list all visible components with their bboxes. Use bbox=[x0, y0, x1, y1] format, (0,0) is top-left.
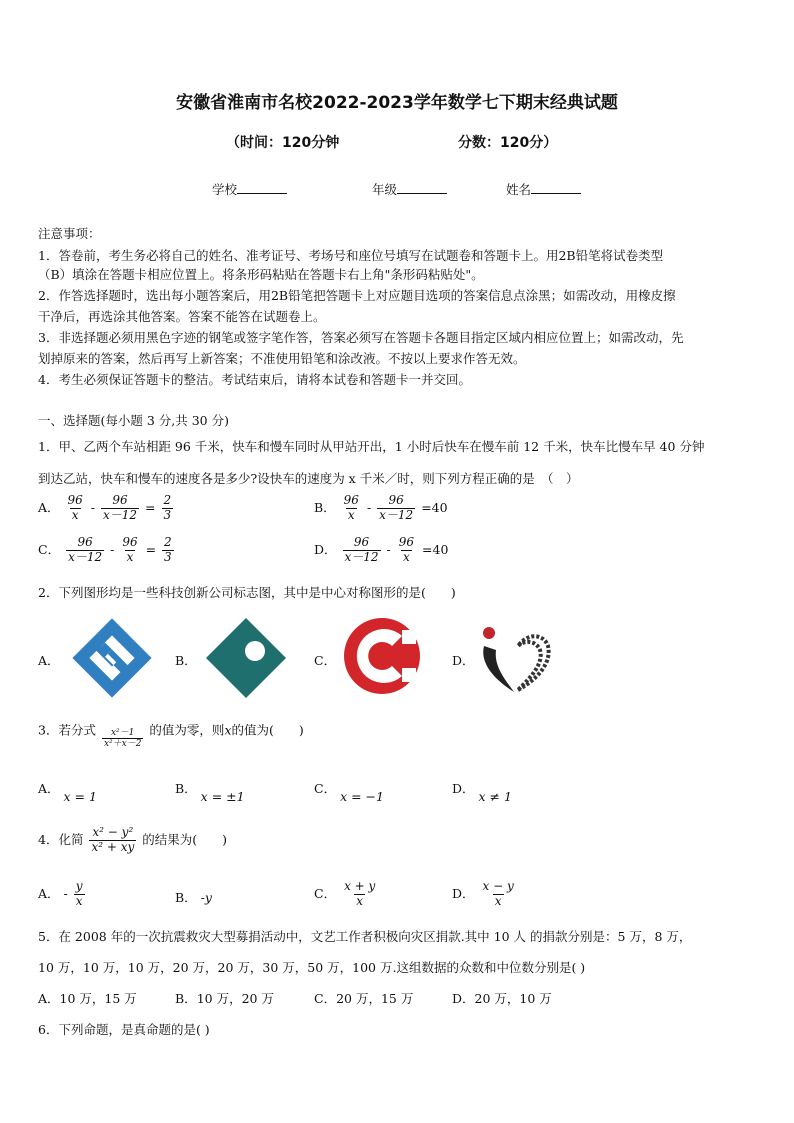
frac-den: x－12 bbox=[379, 507, 414, 522]
notice-line: 3．非选择题必须用黑色字迹的钢笔或签字笔作答，答案必须写在答题卡各题目指定区域内相应位置上；如需改动，先 bbox=[38, 330, 684, 345]
frac-den: x² + xy bbox=[91, 839, 135, 854]
q1-text-line2: 到达乙站，快车和慢车的速度各是多少?设快车的速度为 x 千米／时，则下列方程正确的是 （ ） bbox=[38, 471, 579, 486]
logo-d-left-stroke bbox=[483, 646, 514, 692]
equation-rest: =40 bbox=[422, 541, 449, 557]
q3-option-d[interactable] bbox=[452, 781, 512, 804]
logo-d-head bbox=[483, 627, 495, 639]
frac-den: 3 bbox=[163, 507, 172, 522]
frac-den: x－12 bbox=[68, 549, 103, 564]
frac-den: x bbox=[356, 893, 364, 908]
school-label: 学校 bbox=[212, 182, 238, 197]
option-label: C． bbox=[314, 885, 337, 901]
logo-d-image[interactable] bbox=[478, 622, 554, 696]
q1-text-line1: 1．甲、乙两个车站相距 96 千米，快车和慢车同时从甲站开出，1 小时后快车在慢车前 12 千米，快车比慢车早 40 分钟 bbox=[38, 439, 705, 454]
frac-num: 96 bbox=[398, 535, 415, 549]
q5-option-d[interactable] bbox=[452, 989, 552, 1007]
logo-b-diamond bbox=[206, 618, 286, 698]
q5-option-a[interactable] bbox=[38, 989, 137, 1007]
notice-line: 4．考生必须保证答题卡的整洁。考试结束后，请将本试卷和答题卡一并交回。 bbox=[38, 372, 471, 387]
q4-suffix: 的结果为( ) bbox=[142, 831, 227, 847]
page-title: 安徽省淮南市名校2022-2023学年数学七下期末经典试题 bbox=[176, 93, 618, 113]
frac-den: x－12 bbox=[103, 507, 138, 522]
option-label: B． bbox=[314, 499, 336, 515]
frac-den: x²＋x－2 bbox=[103, 739, 142, 750]
option-value: -y bbox=[200, 890, 212, 905]
logo-d-right-stroke bbox=[518, 636, 549, 690]
q2-text: 2．下列图形均是一些科技创新公司标志图，其中是中心对称图形的是( ) bbox=[38, 585, 456, 600]
option-label: C． bbox=[314, 991, 337, 1006]
q3-suffix: 的值为零，则 bbox=[149, 722, 225, 738]
q3-option-c[interactable] bbox=[314, 781, 384, 804]
option-label: B． bbox=[175, 890, 197, 905]
sign: - bbox=[63, 885, 68, 901]
option-value: 20 万，15 万 bbox=[336, 991, 414, 1006]
notice-line: 划掉原来的答案，然后再写上新答案；不准使用铅笔和涂改液。不按以上要求作答无效。 bbox=[38, 351, 526, 366]
q5-option-b[interactable] bbox=[175, 989, 274, 1007]
operator: - bbox=[90, 499, 96, 515]
option-label: D． bbox=[452, 885, 475, 901]
frac-num: 96 bbox=[388, 493, 404, 507]
option-label: B． bbox=[175, 991, 197, 1006]
q3-var: x bbox=[224, 722, 232, 738]
q5-text-line1: 5．在 2008 年的一次抗震救灾大型募捐活动中，文艺工作者积极向灾区捐款.其中 10 人 的捐款分别是：5 万，8 万， bbox=[38, 929, 692, 944]
frac-num: 96 bbox=[67, 493, 83, 507]
q1-option-a[interactable] bbox=[38, 494, 175, 523]
frac-den: x bbox=[71, 507, 79, 522]
name-label: 姓名 bbox=[506, 182, 532, 197]
q2-option-a-label[interactable]: A． bbox=[38, 653, 60, 668]
logo-b-hole bbox=[245, 641, 265, 661]
name-blank[interactable] bbox=[531, 181, 581, 194]
logo-a-image[interactable] bbox=[66, 612, 158, 704]
q3-option-b[interactable] bbox=[175, 781, 245, 804]
frac-num: 2 bbox=[163, 493, 172, 507]
option-label: D． bbox=[314, 541, 337, 557]
notice-line: （B）填涂在答题卡相应位置上。将条形码粘贴在答题卡右上角"条形码粘贴处"。 bbox=[38, 267, 484, 282]
name-field bbox=[506, 180, 581, 198]
frac-den: x bbox=[494, 893, 502, 908]
option-label: D． bbox=[452, 991, 475, 1006]
operator: - bbox=[386, 541, 391, 557]
frac-num: x + y bbox=[344, 879, 376, 893]
frac-num: y bbox=[75, 879, 83, 893]
option-label: A． bbox=[38, 885, 60, 901]
q4-text bbox=[38, 826, 227, 855]
q6-text: 6．下列命题，是真命题的是( ) bbox=[38, 1022, 210, 1037]
q1-option-b[interactable] bbox=[314, 494, 448, 523]
frac-num: 96 bbox=[112, 493, 128, 507]
option-value: x = −1 bbox=[340, 789, 384, 804]
school-blank[interactable] bbox=[237, 181, 287, 194]
option-label: A． bbox=[38, 991, 60, 1006]
option-value: 10 万，20 万 bbox=[196, 991, 274, 1006]
q2-option-b-label[interactable]: B． bbox=[175, 653, 197, 668]
option-label: C． bbox=[314, 781, 337, 796]
option-label: D． bbox=[452, 781, 475, 796]
q4-option-b[interactable] bbox=[175, 888, 212, 906]
frac-num: x − y bbox=[482, 879, 514, 893]
school-field bbox=[212, 180, 287, 198]
option-label: A． bbox=[38, 499, 60, 515]
exam-score: 分数：120分） bbox=[458, 135, 558, 151]
frac-den: x－12 bbox=[344, 549, 379, 564]
frac-num: 96 bbox=[77, 535, 93, 549]
notice-heading: 注意事项： bbox=[38, 226, 101, 241]
frac-den: 3 bbox=[164, 549, 172, 564]
option-value: x = ±1 bbox=[200, 789, 245, 804]
equation-rest: =40 bbox=[421, 499, 448, 515]
frac-den: x bbox=[347, 507, 355, 522]
q1-option-c[interactable] bbox=[38, 536, 176, 565]
grade-blank[interactable] bbox=[397, 181, 447, 194]
q3-suffix2: 的值为( ) bbox=[231, 722, 304, 738]
option-label: A． bbox=[38, 781, 60, 796]
operator: - bbox=[366, 499, 372, 515]
equals: = bbox=[145, 541, 157, 557]
operator: - bbox=[110, 541, 115, 557]
grade-field bbox=[372, 180, 447, 198]
q3-option-a[interactable] bbox=[38, 781, 97, 804]
q2-option-c-label[interactable]: C． bbox=[314, 653, 337, 668]
section-heading: 一、选择题(每小题 3 分,共 30 分) bbox=[38, 413, 229, 428]
q5-text-line2: 10 万，10 万，10 万，20 万，20 万，30 万，50 万，100 万.这组数据的众数和中位数分别是( ) bbox=[38, 960, 586, 975]
equals: = bbox=[145, 499, 156, 515]
q1-option-d[interactable] bbox=[314, 536, 448, 565]
q3-text bbox=[38, 720, 304, 750]
q4-prefix: 4．化简 bbox=[38, 831, 84, 847]
option-label: B． bbox=[175, 781, 197, 796]
frac-num: 96 bbox=[343, 493, 359, 507]
frac-den: x bbox=[403, 549, 410, 564]
q5-option-c[interactable] bbox=[314, 989, 413, 1007]
q2-option-d-label[interactable]: D． bbox=[452, 653, 475, 668]
frac-num: 96 bbox=[122, 535, 138, 549]
q4-option-d[interactable] bbox=[452, 880, 518, 909]
q4-option-a[interactable] bbox=[38, 880, 87, 909]
grade-label: 年级 bbox=[372, 182, 398, 197]
frac-den: x bbox=[75, 893, 83, 908]
frac-num: 2 bbox=[164, 535, 172, 549]
option-value: 20 万，10 万 bbox=[474, 991, 552, 1006]
frac-den: x bbox=[126, 549, 134, 564]
notice-line: 干净后，再选涂其他答案。答案不能答在试题卷上。 bbox=[38, 309, 326, 324]
frac-num: 96 bbox=[353, 535, 370, 549]
notice-line: 2．作答选择题时，选出每小题答案后，用2B铅笔把答题卡上对应题目选项的答案信息点涂黑；如需改动，用橡皮擦 bbox=[38, 288, 676, 303]
frac-num: x²－1 bbox=[110, 728, 135, 738]
option-value: x = 1 bbox=[63, 789, 97, 804]
notice-line: 1．答卷前，考生务必将自己的姓名、准考证号、考场号和座位号填写在试题卷和答题卡上。用2B铅笔将试卷类型 bbox=[38, 248, 664, 263]
frac-num: x² − y² bbox=[92, 825, 134, 839]
option-value: x ≠ 1 bbox=[478, 789, 512, 804]
exam-time: （时间：120分钟 bbox=[226, 135, 340, 151]
option-label: C． bbox=[38, 541, 61, 557]
q3-prefix: 3．若分式 bbox=[38, 722, 96, 738]
logo-c-image[interactable] bbox=[340, 614, 424, 698]
q4-option-c[interactable] bbox=[314, 880, 379, 909]
logo-b-image[interactable] bbox=[203, 615, 289, 701]
option-value: 10 万，15 万 bbox=[59, 991, 137, 1006]
